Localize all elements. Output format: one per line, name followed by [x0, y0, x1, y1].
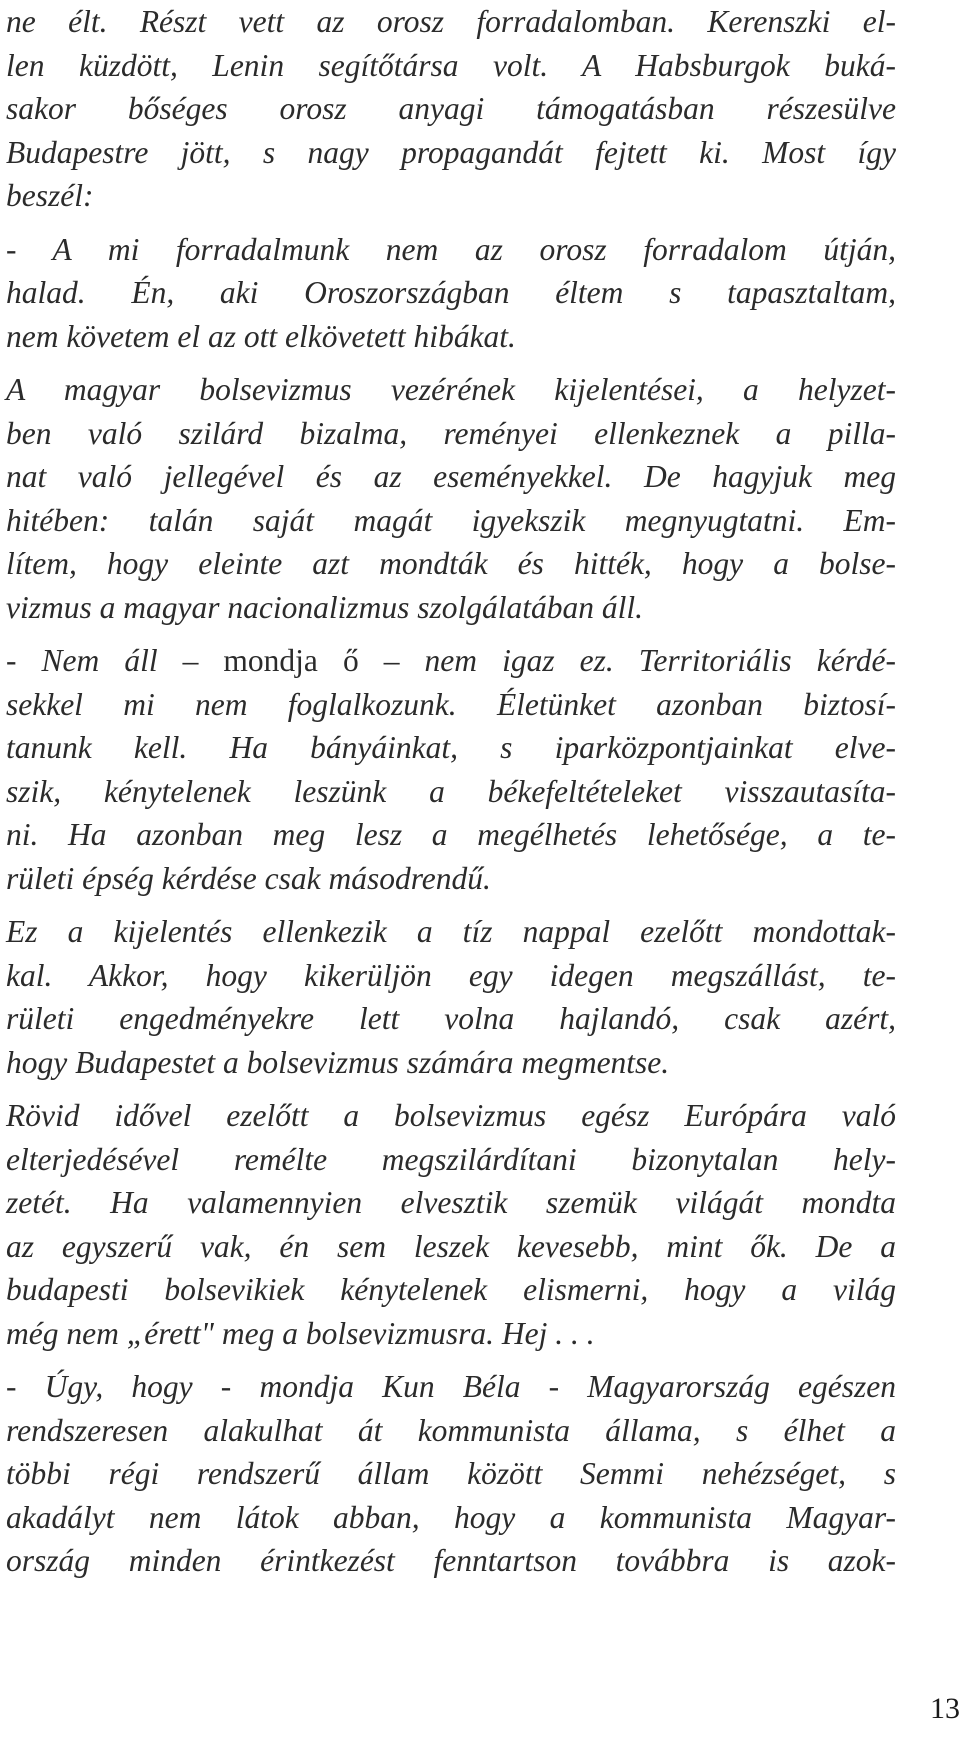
text-segment: - Nem áll – [6, 643, 224, 678]
text-line: hitében: talán saját magát igyekszik megnyugtatni. Em- [6, 502, 896, 538]
text-line: sekkel mi nem foglalkozunk. Életünket azonban biztosí- [6, 686, 896, 722]
text-line: vizmus a magyar nacionalizmus szolgálatában áll. [6, 589, 644, 625]
text-line: ország minden érintkezést fenntartson továbbra is azok- [6, 1543, 896, 1578]
text-line: sakor bőséges orosz anyagi támogatásban részesülve [6, 91, 896, 126]
text-line: ben való szilárd bizalma, reményei ellenkeznek a pilla- [6, 415, 896, 451]
page-number: 13 [930, 1692, 960, 1725]
text-line: hogy Budapestet a bolsevizmus számára megmentse. [6, 1044, 670, 1080]
text-line: Budapestre jött, s nagy propagandát fejtett ki. Most így [6, 134, 896, 170]
text-line: budapesti bolsevikiek kénytelenek elismerni, hogy a világ [6, 1272, 896, 1307]
text-line: akadályt nem látok abban, hogy a kommunista Magyar- [6, 1499, 896, 1535]
paragraph-7 [6, 1365, 896, 1583]
text-line: Rövid idővel ezelőtt a bolsevizmus egész Európára való [6, 1098, 896, 1133]
text-line: lítem, hogy eleinte azt mondták és hitték, hogy a bolse- [6, 546, 896, 581]
text-line: kal. Akkor, hogy kikerüljön egy idegen megszállást, te- [6, 957, 896, 993]
text-line: halad. Én, aki Oroszországban éltem s tapasztaltam, [6, 275, 896, 310]
text-line: Ez a kijelentés ellenkezik a tíz nappal ezelőtt mondottak- [6, 914, 896, 949]
text-line: - Úgy, hogy - mondja Kun Béla - Magyarország egészen [6, 1369, 896, 1404]
text-line: A magyar bolsevizmus vezérének kijelentései, a helyzet- [6, 372, 896, 407]
paragraph-3 [6, 368, 896, 629]
text-line [6, 639, 896, 683]
text-line: az egyszerű vak, én sem leszek kevesebb, mint ők. De a [6, 1228, 896, 1264]
text-line: ne élt. Részt vett az orosz forradalomban. Kerenszki el- [6, 4, 896, 39]
text-line: rületi épség kérdése csak másodrendű. [6, 860, 491, 896]
document-page [6, 0, 896, 1583]
text-line: len küzdött, Lenin segítőtársa volt. A Habsburgok buká- [6, 47, 896, 83]
text-line: - A mi forradalmunk nem az orosz forradalom útján, [6, 231, 896, 267]
text-line: többi régi rendszerű állam között Semmi nehézséget, s [6, 1456, 896, 1491]
paragraph-2 [6, 228, 896, 359]
text-line: rendszeresen alakulhat át kommunista állama, s élhet a [6, 1412, 896, 1448]
paragraph-5 [6, 910, 896, 1084]
paragraph-6 [6, 1094, 896, 1355]
text-line: elterjedésével remélte megszilárdítani bizonytalan hely- [6, 1141, 896, 1177]
text-line: szik, kénytelenek leszünk a békefeltételeket visszautasíta- [6, 773, 896, 809]
text-line: nat való jellegével és az eseményekkel. De hagyjuk meg [6, 459, 896, 494]
text-line: tanunk kell. Ha bányáinkat, s iparközpontjainkat elve- [6, 730, 896, 765]
text-line: zetét. Ha valamennyien elvesztik szemük világát mondta [6, 1185, 896, 1220]
paragraph-4 [6, 639, 896, 900]
text-segment: – nem igaz ez. Territoriális kérdé- [358, 643, 896, 678]
text-line: rületi engedményekre lett volna hajlandó, csak azért, [6, 1001, 896, 1036]
text-line: még nem „érett" meg a bolsevizmusra. Hej . . . [6, 1315, 595, 1351]
paragraph-1 [6, 0, 896, 218]
text-line: nem követem el az ott elkövetett hibákat. [6, 318, 516, 354]
text-line: beszél: [6, 178, 94, 213]
text-segment-upright: mondja ő [223, 643, 359, 678]
text-line: ni. Ha azonban meg lesz a megélhetés lehetősége, a te- [6, 817, 896, 852]
